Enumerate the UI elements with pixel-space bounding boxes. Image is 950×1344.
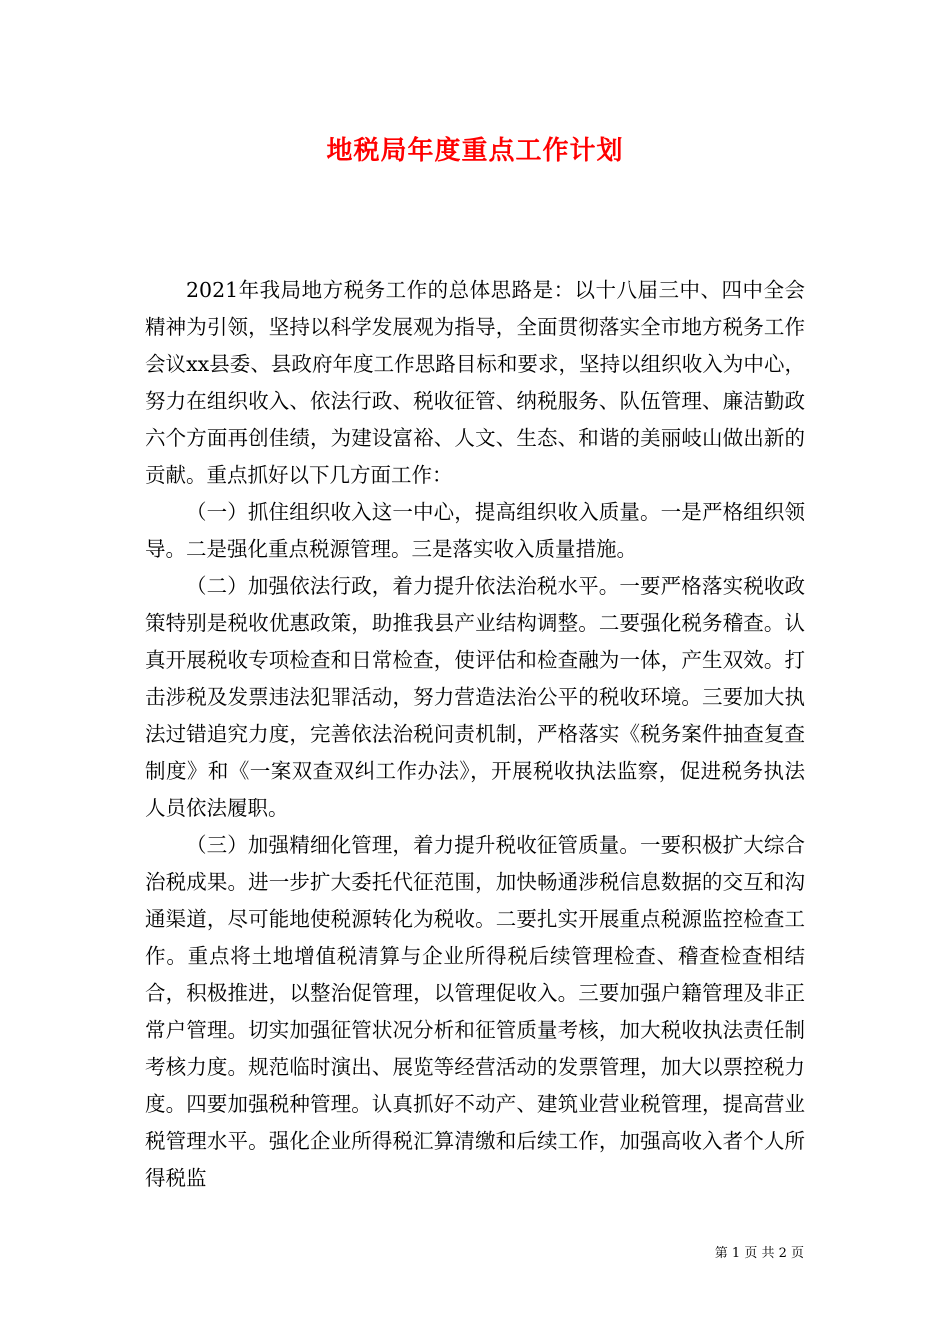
paragraph-section-3: （三）加强精细化管理，着力提升税收征管质量。一要积极扩大综合治税成果。进一步扩大委托代征范围，加快畅通涉税信息数据的交互和沟通渠道，尽可能地使税源转化为税收。二要扎实开展重点税源监控检查工作。重点将土地增值税清算与企业所得税后续管理检查、稽查检查相结合，积极推进，以整治促管理，以管理促收入。三要加强户籍管理及非正常户管理。切实加强征管状况分析和征管质量考核，加大税收执法责任制考核力度。规范临时演出、展览等经营活动的发票管理，加大以票控税力度。四要加强税种管理。认真抓好不动产、建筑业营业税管理，提高营业税管理水平。强化企业所得税汇算清缴和后续工作，加强高收入者个人所得税监: [145, 833, 805, 1190]
page-number-footer: 第 1 页 共 2 页: [714, 1246, 804, 1261]
paragraph-section-1: （一）抓住组织收入这一中心，提高组织收入质量。一是严格组织领导。二是强化重点税源管理。三是落实收入质量措施。: [145, 500, 805, 561]
document-title: 地税局年度重点工作计划: [326, 136, 624, 166]
paragraph-intro: 2021年我局地方税务工作的总体思路是：以十八届三中、四中全会精神为引领，坚持以科学发展观为指导，全面贯彻落实全市地方税务工作会议xx县委、县政府年度工作思路目标和要求，坚持以组织收入为中心，努力在组织收入、依法行政、税收征管、纳税服务、队伍管理、廉洁勤政六个方面再创佳绩，为建设富裕、人文、生态、和谐的美丽岐山做出新的贡献。重点抓好以下几方面工作：: [145, 278, 805, 487]
document-body: [145, 272, 805, 1197]
paragraph-section-2: （二）加强依法行政，着力提升依法治税水平。一要严格落实税收政策特别是税收优惠政策，助推我县产业结构调整。二要强化税务稽查。认真开展税收专项检查和日常检查，使评估和检查融为一体，产生双效。打击涉税及发票违法犯罪活动，努力营造法治公平的税收环境。三要加大执法过错追究力度，完善依法治税问责机制，严格落实《税务案件抽查复查制度》和《一案双查双纠工作办法》，开展税收执法监察，促进税务执法人员依法履职。: [145, 574, 805, 820]
